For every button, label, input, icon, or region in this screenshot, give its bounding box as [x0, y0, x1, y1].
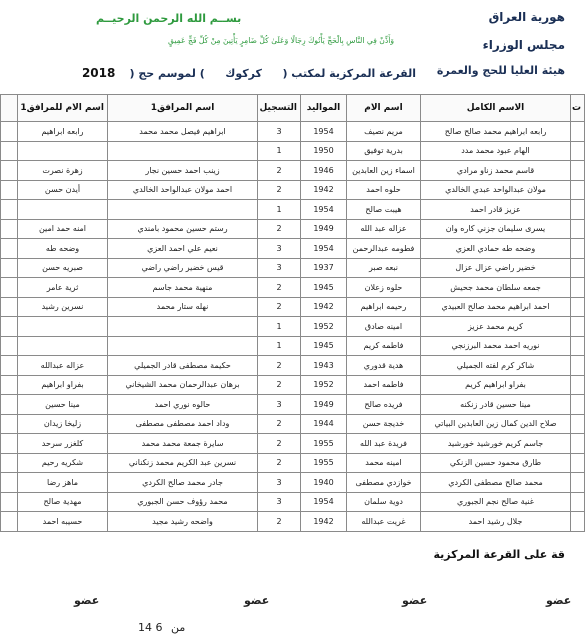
pilgrims-table: [0, 94, 585, 532]
empty-cell: [1, 258, 18, 278]
empty-cell: [1, 492, 18, 512]
col-companion-mother: اسم الام للمرافق1: [18, 95, 108, 122]
full-name-cell: غنية صالح نجم الجبوري: [421, 492, 571, 512]
birth-year-cell: 1954: [301, 239, 347, 259]
row-seq: [571, 180, 585, 200]
birth-year-cell: 1955: [301, 453, 347, 473]
col-companion: اسم المرافق1: [108, 95, 258, 122]
birth-year-cell: 1942: [301, 512, 347, 532]
companion-name-cell: نسرين عبد الكريم محمد زنكناني: [108, 453, 258, 473]
row-seq: [571, 317, 585, 337]
row-seq: [571, 200, 585, 220]
full-name-cell: محمد صالح مصطفى الكردي: [421, 473, 571, 493]
birth-year-cell: 1942: [301, 180, 347, 200]
companion-mother-cell: شكريه رحيم: [18, 453, 108, 473]
companion-mother-cell: أيدن حسن: [18, 180, 108, 200]
full-name-cell: جلال رشيد احمد: [421, 512, 571, 532]
empty-cell: [1, 356, 18, 376]
full-name-cell: مينا حسين قادر زنكنه: [421, 395, 571, 415]
birth-year-cell: 1954: [301, 200, 347, 220]
birth-year-cell: 1949: [301, 219, 347, 239]
row-seq: [571, 141, 585, 161]
companion-mother-cell: ماهز رضا: [18, 473, 108, 493]
empty-cell: [1, 336, 18, 356]
full-name-cell: مولان عبدالواحد عبدي الخالدي: [421, 180, 571, 200]
registration-cell: 2: [258, 453, 301, 473]
member-2: عضو: [244, 594, 270, 607]
empty-cell: [1, 219, 18, 239]
companion-name-cell: سايرة جمعة محمد محمد: [108, 434, 258, 454]
member-3: عضو: [402, 594, 428, 607]
col-full-name: الاسم الكامل: [421, 95, 571, 122]
birth-year-cell: 1946: [301, 161, 347, 181]
page-total: 14: [138, 621, 152, 634]
companion-name-cell: منهية محمد جاسم: [108, 278, 258, 298]
row-seq: [571, 395, 585, 415]
committee-title: قة على القرعة المركزية: [433, 548, 565, 561]
office-name: كركوك: [225, 67, 262, 80]
table-row: [1, 161, 585, 181]
companion-name-cell: واضحه رشيد مجيد: [108, 512, 258, 532]
mother-name-cell: فاطمه احمد: [347, 375, 421, 395]
full-name-cell: كريم محمد عزيز: [421, 317, 571, 337]
registration-cell: 2: [258, 512, 301, 532]
full-name-cell: يسرى سليمان جزني كاره وان: [421, 219, 571, 239]
registration-cell: 2: [258, 219, 301, 239]
office-line: [6, 66, 416, 80]
basmala: بســم الله الرحمن الرحيــم: [96, 12, 242, 25]
empty-cell: [1, 122, 18, 142]
col-empty: [1, 95, 18, 122]
table-row: [1, 375, 585, 395]
companion-mother-cell: حسيبه احمد: [18, 512, 108, 532]
companion-name-cell: جادر محمد صالح الكردي: [108, 473, 258, 493]
row-seq: [571, 336, 585, 356]
companion-name-cell: [108, 141, 258, 161]
registration-cell: 1: [258, 317, 301, 337]
empty-cell: [1, 453, 18, 473]
full-name-cell: احمد ابراهيم محمد صالح العبيدي: [421, 297, 571, 317]
birth-year-cell: 1955: [301, 434, 347, 454]
registration-cell: 3: [258, 395, 301, 415]
full-name-cell: بفراو ابراهيم كريم: [421, 375, 571, 395]
companion-name-cell: حالوه نوري احمد: [108, 395, 258, 415]
birth-year-cell: 1949: [301, 395, 347, 415]
empty-cell: [1, 141, 18, 161]
row-seq: [571, 375, 585, 395]
col-registration: التسجيل: [258, 95, 301, 122]
companion-name-cell: محمد رؤوف حسن الجبوري: [108, 492, 258, 512]
row-seq: [571, 356, 585, 376]
col-mother: اسم الام: [347, 95, 421, 122]
row-seq: [571, 434, 585, 454]
full-name-cell: عزيز قادر احمد: [421, 200, 571, 220]
birth-year-cell: 1954: [301, 492, 347, 512]
mother-name-cell: بدرية توفيق: [347, 141, 421, 161]
companion-mother-cell: ثرية عامر: [18, 278, 108, 298]
registration-cell: 1: [258, 141, 301, 161]
table-row: [1, 219, 585, 239]
empty-cell: [1, 395, 18, 415]
mother-name-cell: حلوه احمد: [347, 180, 421, 200]
header-council: مجلس الوزراء: [482, 38, 565, 52]
season-year: 2018: [81, 66, 116, 80]
table-row: [1, 239, 585, 259]
mother-name-cell: غريت عبدالله: [347, 512, 421, 532]
registration-cell: 3: [258, 492, 301, 512]
empty-cell: [1, 512, 18, 532]
registration-cell: 2: [258, 297, 301, 317]
table-row: [1, 317, 585, 337]
page-of: من: [171, 621, 186, 634]
table-row: [1, 336, 585, 356]
companion-name-cell: قيس خضير راضي راضي: [108, 258, 258, 278]
row-seq: [571, 297, 585, 317]
row-seq: [571, 239, 585, 259]
row-seq: [571, 512, 585, 532]
row-seq: [571, 219, 585, 239]
table-row: [1, 453, 585, 473]
table-header: [1, 95, 585, 122]
full-name-cell: شاكر كرم لفته الجميلي: [421, 356, 571, 376]
mother-name-cell: امينه صادق: [347, 317, 421, 337]
quran-verse: وَأَذِّنْ فِي النَّاسِ بِالْحَجِّ يَأْتُوكَ رِجَالًا وَعَلَىٰ كُلِّ ضَامِرٍ يَأْتِينَ مِنْ كُلِّ فَجٍّ عَمِيقٍ: [168, 36, 394, 45]
mother-name-cell: هدية قدوري: [347, 356, 421, 376]
empty-cell: [1, 278, 18, 298]
table-row: [1, 395, 585, 415]
birth-year-cell: 1954: [301, 122, 347, 142]
companion-mother-cell: مينا حسين: [18, 395, 108, 415]
full-name-cell: قاسم محمد زناو مرادي: [421, 161, 571, 181]
table-row: [1, 278, 585, 298]
birth-year-cell: 1945: [301, 336, 347, 356]
birth-year-cell: 1950: [301, 141, 347, 161]
birth-year-cell: 1952: [301, 317, 347, 337]
mother-name-cell: فاطمه كريم: [347, 336, 421, 356]
page-current: 6: [155, 621, 163, 634]
birth-year-cell: 1945: [301, 278, 347, 298]
table-row: [1, 297, 585, 317]
mother-name-cell: اسماء زين العابدين: [347, 161, 421, 181]
registration-cell: 3: [258, 239, 301, 259]
companion-mother-cell: نسرين رشيد: [18, 297, 108, 317]
registration-cell: 2: [258, 356, 301, 376]
mother-name-cell: فطومه عبدالرحمن: [347, 239, 421, 259]
birth-year-cell: 1937: [301, 258, 347, 278]
registration-cell: 2: [258, 161, 301, 181]
table-body: [1, 122, 585, 532]
office-prefix: القرعة المركزية لمكتب (: [282, 67, 416, 80]
row-seq: [571, 161, 585, 181]
registration-cell: 3: [258, 258, 301, 278]
companion-name-cell: وداد احمد مصطفى مصطفى: [108, 414, 258, 434]
table-row: [1, 492, 585, 512]
row-seq: [571, 473, 585, 493]
registration-cell: 2: [258, 434, 301, 454]
mother-name-cell: هيبت صالح: [347, 200, 421, 220]
birth-year-cell: 1952: [301, 375, 347, 395]
mother-name-cell: خوازدي مصطفى: [347, 473, 421, 493]
companion-mother-cell: رابعه ابراهيم: [18, 122, 108, 142]
companion-mother-cell: مهدية صالح: [18, 492, 108, 512]
companion-mother-cell: وضحه طه: [18, 239, 108, 259]
empty-cell: [1, 161, 18, 181]
registration-cell: 1: [258, 200, 301, 220]
table-row: [1, 200, 585, 220]
empty-cell: [1, 200, 18, 220]
mother-name-cell: رحيمه ابراهيم: [347, 297, 421, 317]
mother-name-cell: خديجة حسن: [347, 414, 421, 434]
companion-name-cell: نعيم علي احمد العزي: [108, 239, 258, 259]
table-row: [1, 512, 585, 532]
companion-mother-cell: عزاله عبدالله: [18, 356, 108, 376]
table-row: [1, 122, 585, 142]
birth-year-cell: 1940: [301, 473, 347, 493]
empty-cell: [1, 317, 18, 337]
empty-cell: [1, 434, 18, 454]
full-name-cell: رابعه ابراهيم محمد صالح صالح: [421, 122, 571, 142]
table-row: [1, 258, 585, 278]
page-counter: [138, 621, 190, 634]
row-seq: [571, 414, 585, 434]
col-seq: ت: [571, 95, 585, 122]
full-name-cell: الهام عبود محمد مدد: [421, 141, 571, 161]
birth-year-cell: 1943: [301, 356, 347, 376]
member-1: عضو: [74, 594, 100, 607]
registration-cell: 2: [258, 278, 301, 298]
companion-name-cell: رستم حسين محمود بامندي: [108, 219, 258, 239]
companion-name-cell: [108, 336, 258, 356]
companion-mother-cell: [18, 317, 108, 337]
registration-cell: 2: [258, 375, 301, 395]
companion-name-cell: احمد مولان عبدالواحد الخالدي: [108, 180, 258, 200]
empty-cell: [1, 239, 18, 259]
empty-cell: [1, 375, 18, 395]
companion-name-cell: نهله ستار محمد: [108, 297, 258, 317]
companion-name-cell: زينب احمد حسين نجار: [108, 161, 258, 181]
companion-name-cell: ابراهيم فيصل محمد محمد: [108, 122, 258, 142]
header-country: هورية العراق: [488, 10, 565, 24]
mother-name-cell: حلوه زعلان: [347, 278, 421, 298]
table-row: [1, 434, 585, 454]
full-name-cell: وضحه طه حمادي العزي: [421, 239, 571, 259]
companion-name-cell: برهان عبدالرحمان محمد الشيخاني: [108, 375, 258, 395]
full-name-cell: صلاح الدين كمال زين العابدين البياتي: [421, 414, 571, 434]
birth-year-cell: 1942: [301, 297, 347, 317]
full-name-cell: جمعه سلطان محمد جحيش: [421, 278, 571, 298]
table-row: [1, 414, 585, 434]
companion-name-cell: [108, 317, 258, 337]
companion-mother-cell: زليخا زيدان: [18, 414, 108, 434]
empty-cell: [1, 180, 18, 200]
empty-cell: [1, 473, 18, 493]
table-row: [1, 356, 585, 376]
mother-name-cell: عزاله عبد الله: [347, 219, 421, 239]
empty-cell: [1, 414, 18, 434]
full-name-cell: خضير راضي عزال عزال: [421, 258, 571, 278]
companion-mother-cell: امنه حمد امين: [18, 219, 108, 239]
full-name-cell: نوريه احمد محمد البرزنجي: [421, 336, 571, 356]
companion-name-cell: [108, 200, 258, 220]
companion-mother-cell: بفراو ابراهيم: [18, 375, 108, 395]
birth-year-cell: 1944: [301, 414, 347, 434]
companion-mother-cell: [18, 336, 108, 356]
companion-name-cell: حكيمة مصطفى قادر الجميلي: [108, 356, 258, 376]
col-birth: المواليد: [301, 95, 347, 122]
companion-mother-cell: زهرة نصرت: [18, 161, 108, 181]
row-seq: [571, 492, 585, 512]
empty-cell: [1, 297, 18, 317]
registration-cell: 2: [258, 414, 301, 434]
companion-mother-cell: [18, 141, 108, 161]
full-name-cell: جاسم كريم خورشيد خورشيد: [421, 434, 571, 454]
header-authority: هيئة العليا للحج والعمرة: [436, 64, 565, 77]
mother-name-cell: فريده صالح: [347, 395, 421, 415]
row-seq: [571, 122, 585, 142]
season-label: ) لموسم حج (: [129, 67, 205, 80]
companion-mother-cell: [18, 200, 108, 220]
row-seq: [571, 453, 585, 473]
member-4: عضو: [546, 594, 572, 607]
registration-cell: 3: [258, 473, 301, 493]
companion-mother-cell: كلغزر سرحد: [18, 434, 108, 454]
mother-name-cell: نبعه صبر: [347, 258, 421, 278]
mother-name-cell: مريم نصيف: [347, 122, 421, 142]
table-row: [1, 180, 585, 200]
row-seq: [571, 258, 585, 278]
mother-name-cell: امينه محمد: [347, 453, 421, 473]
full-name-cell: طارق محمود حسين الزنكي: [421, 453, 571, 473]
registration-cell: 2: [258, 180, 301, 200]
mother-name-cell: فريدة عبد الله: [347, 434, 421, 454]
registration-cell: 3: [258, 122, 301, 142]
mother-name-cell: دوية سلمان: [347, 492, 421, 512]
table-row: [1, 473, 585, 493]
companion-mother-cell: صبريه حسن: [18, 258, 108, 278]
registration-cell: 1: [258, 336, 301, 356]
row-seq: [571, 278, 585, 298]
table-row: [1, 141, 585, 161]
